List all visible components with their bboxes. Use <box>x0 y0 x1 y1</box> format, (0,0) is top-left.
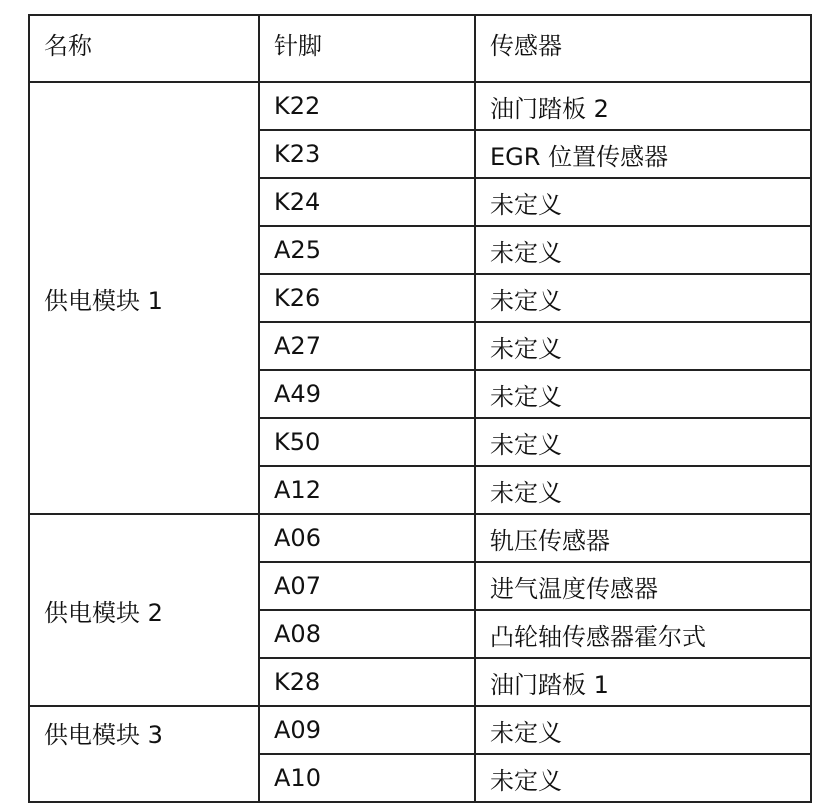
sensor-cell: 未定义 <box>475 178 811 226</box>
pin-cell: A10 <box>259 754 475 802</box>
sensor-cell: 凸轮轴传感器霍尔式 <box>475 610 811 658</box>
sensor-cell: 未定义 <box>475 418 811 466</box>
sensor-cell: EGR 位置传感器 <box>475 130 811 178</box>
pin-cell: A06 <box>259 514 475 562</box>
sensor-cell: 轨压传感器 <box>475 514 811 562</box>
table-row <box>29 82 811 130</box>
pin-cell: K23 <box>259 130 475 178</box>
module-cell-1: 供电模块 1 <box>29 82 259 514</box>
table-row <box>29 514 811 562</box>
sensor-cell: 进气温度传感器 <box>475 562 811 610</box>
sensor-cell: 未定义 <box>475 322 811 370</box>
pin-cell: K22 <box>259 82 475 130</box>
pin-cell: K28 <box>259 658 475 706</box>
sensor-cell: 未定义 <box>475 226 811 274</box>
sensor-cell: 未定义 <box>475 274 811 322</box>
module-cell-3: 供电模块 3 <box>29 706 259 802</box>
sensor-cell: 未定义 <box>475 466 811 514</box>
module-cell-2: 供电模块 2 <box>29 514 259 706</box>
header-pin: 针脚 <box>259 15 475 82</box>
table-header-row <box>29 15 811 82</box>
sensor-cell: 油门踏板 1 <box>475 658 811 706</box>
pin-cell: K50 <box>259 418 475 466</box>
header-name: 名称 <box>29 15 259 82</box>
table-body <box>29 82 811 802</box>
pin-cell: A12 <box>259 466 475 514</box>
sensor-cell: 未定义 <box>475 706 811 754</box>
header-sensor: 传感器 <box>475 15 811 82</box>
table-row <box>29 706 811 754</box>
pin-cell: A27 <box>259 322 475 370</box>
pin-cell: A08 <box>259 610 475 658</box>
pin-sensor-table <box>28 14 812 803</box>
pin-cell: K26 <box>259 274 475 322</box>
sensor-cell: 未定义 <box>475 754 811 802</box>
sensor-cell: 未定义 <box>475 370 811 418</box>
pin-cell: A07 <box>259 562 475 610</box>
pin-cell: A09 <box>259 706 475 754</box>
pin-cell: A25 <box>259 226 475 274</box>
pin-cell: A49 <box>259 370 475 418</box>
sensor-cell: 油门踏板 2 <box>475 82 811 130</box>
pin-cell: K24 <box>259 178 475 226</box>
